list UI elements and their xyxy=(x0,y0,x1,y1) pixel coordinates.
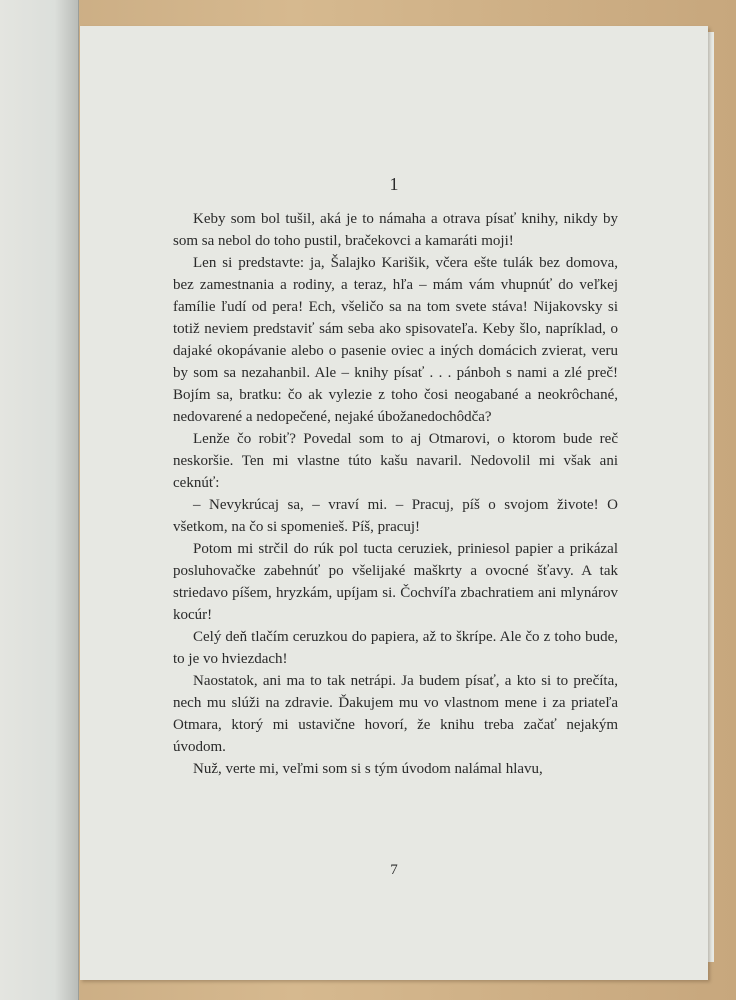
page-number: 7 xyxy=(390,862,398,878)
book-page xyxy=(80,26,708,980)
paragraph: Lenže čo robiť? Povedal som to aj Otmarovi, o ktorom bude reč neskoršie. Ten mi vlastne túto kašu navaril. Nedovolil mi však ani ceknúť: xyxy=(173,431,618,491)
paragraph: Celý deň tlačím ceruzkou do papiera, až to škrípe. Ale čo z toho bude, to je vo hviezdach! xyxy=(173,629,618,667)
left-page xyxy=(0,0,79,1000)
body-text xyxy=(173,208,618,780)
paragraph: Keby som bol tušil, aká je to námaha a otrava písať knihy, nikdy by som sa nebol do toho pustil, bračekovci a kamaráti moji! xyxy=(173,211,618,249)
paragraph: Naostatok, ani ma to tak netrápi. Ja budem písať, a kto si to prečíta, nech mu slúži na zdravie. Ďakujem mu vo vlastnom mene i za priateľa Otmara, ktorý mi ustavične hovorí, že knihu treba začať nejakým úvodom. xyxy=(173,673,618,755)
paragraph: Nuž, verte mi, veľmi som si s tým úvodom nalámal hlavu, xyxy=(193,761,543,777)
paragraph: Len si predstavte: ja, Šalajko Karišik, včera ešte tulák bez domova, bez zamestnania a rodiny, a teraz, hľa – mám vám vhupnúť do veľkej famílie ľudí od pera! Ech, všeličo sa na tom svete stáva! Nijakovsky si totiž neviem predstaviť sám seba ako spisovateľa. Keby šlo, napríklad, o dajaké okopávanie alebo o pasenie oviec a iných domácich zvierat, veru by som sa nezahanbil. Ale – knihy písať . . . pánboh s nami a zlé preč! Bojím sa, bratku: čo ak vylezie z toho čosi neogabané a neokrôchané, nedovarené a nedopečené, nejaké úbožanedochôdča? xyxy=(173,255,618,425)
paragraph: Potom mi strčil do rúk pol tucta ceruziek, priniesol papier a prikázal posluhovačke zabehnúť po všelijaké maškrty a ovocné šťavy. A tak striedavo píšem, hryzkám, upíjam si. Čochvíľa zbachratiem ani mlynárov kocúr! xyxy=(173,541,618,623)
paragraph: – Nevykrúcaj sa, – vraví mi. – Pracuj, píš o svojom živote! O všetkom, na čo si spomenieš. Píš, pracuj! xyxy=(173,497,618,535)
chapter-number: 1 xyxy=(389,174,399,194)
